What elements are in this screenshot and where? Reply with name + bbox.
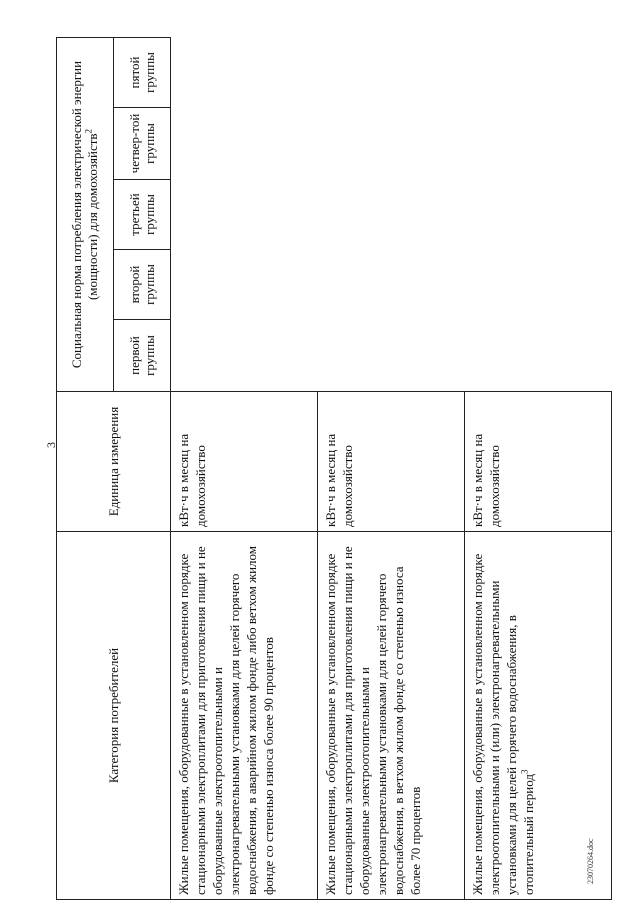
table-row — [171, 37, 318, 899]
header-social-norm-footnote: 2 — [83, 128, 94, 134]
row-unit: кВт·ч в месяц на домохозяйство — [318, 392, 465, 532]
header-group-3: третьей группы — [114, 180, 171, 250]
consumption-norms-table-container — [56, 38, 534, 900]
table-header-row — [57, 37, 114, 899]
row-category: Жилые помещения, оборудованные в установленном порядке стационарными электроплитами для приготовления пищи и не оборудованные электроотопительными и электронагревательными установками для целей горячего водоснабжения, в аварийном жилом фонде либо ветхом жилом фонде со степенью износа более 90 процентов — [171, 532, 318, 900]
row-unit: кВт·ч в месяц на домохозяйство — [465, 392, 612, 532]
row-values-empty — [465, 37, 612, 391]
header-social-norm — [57, 37, 114, 391]
header-group-4: четвер-той группы — [114, 108, 171, 180]
header-group-1: первой группы — [114, 320, 171, 392]
page-number: 3 — [44, 442, 58, 448]
header-unit: Единица измерения — [57, 392, 171, 532]
row-category-text: Жилые помещения, оборудованные в установленном порядке электроотопительными и (или) электронагревательными установками для целей горячего водоснабжения, в отопительный период — [470, 553, 536, 895]
row-values-empty — [318, 37, 465, 391]
row-category-footnote: 3 — [519, 769, 530, 775]
header-group-2: второй группы — [114, 250, 171, 320]
row-unit: кВт·ч в месяц на домохозяйство — [171, 392, 318, 532]
header-social-norm-text: Социальная норма потребления электрической энергии (мощности) для домохозяйств — [69, 60, 100, 369]
consumption-norms-table — [56, 37, 612, 900]
row-category: Жилые помещения, оборудованные в установленном порядке стационарными электроплитами для приготовления пищи и не оборудованные электроотопительными и электронагревательными установками для целей горячего водоснабжения, в ветхом жилом фонде со степенью износа более 70 процентов — [318, 532, 465, 900]
header-group-5: пятой группы — [114, 37, 171, 107]
table-row — [318, 37, 465, 899]
row-values-empty — [171, 37, 318, 391]
header-category: Категория потребителей — [57, 532, 171, 900]
document-filename: 23070264.doc — [586, 838, 595, 884]
table-row — [465, 37, 612, 899]
